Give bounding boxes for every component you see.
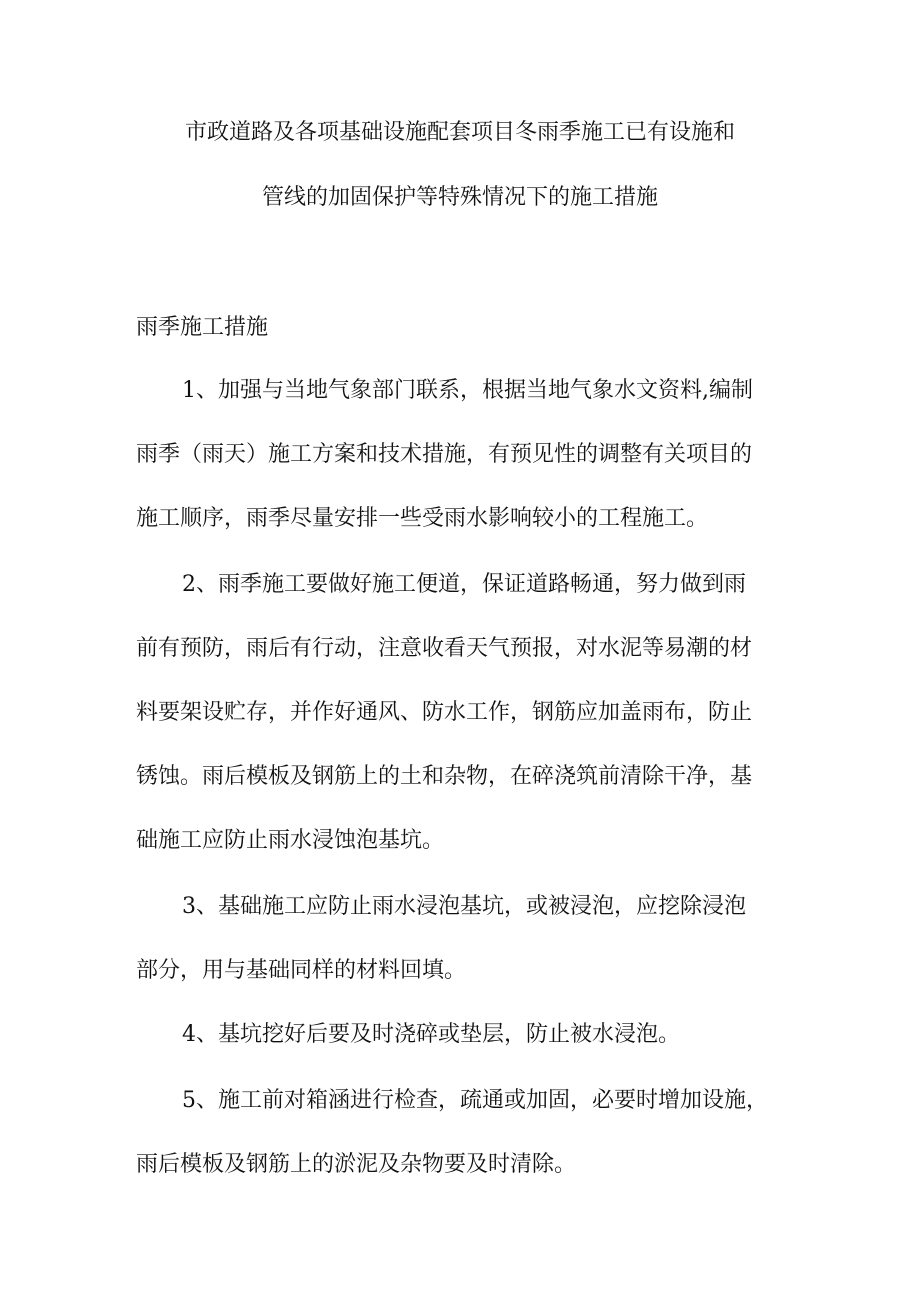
paragraph-4-line-1: 4、基坑挖好后要及时浇碎或垫层，防止被水浸泡。 [182, 1022, 680, 1047]
paragraph-2-line-5: 础施工应防止雨水浸蚀泡基坑。 [136, 828, 445, 853]
paragraph-1-line-1: 1、加强与当地气象部门联系，根据当地气象水文资料,编制 [182, 378, 753, 403]
paragraph-3-line-1: 3、基础施工应防止雨水浸泡基坑，或被浸泡，应挖除浸泡 [182, 894, 746, 919]
paragraph-1-line-2: 雨季（雨天）施工方案和技术措施，有预见性的调整有关项目的 [136, 442, 753, 467]
paragraph-1-line-3: 施工顺序，雨季尽量安排一些受雨水影响较小的工程施工。 [136, 506, 709, 531]
paragraph-5-line-1: 5、施工前对箱涵进行检查，疏通或加固，必要时增加设施， [182, 1088, 768, 1113]
document-title-line-2: 管线的加固保护等特殊情况下的施工措施 [261, 185, 658, 210]
paragraph-3-line-2: 部分，用与基础同样的材料回填。 [136, 958, 467, 983]
paragraph-2-line-2: 前有预防，雨后有行动，注意收看天气预报，对水泥等易潮的材 [136, 636, 753, 661]
paragraph-5-line-2: 雨后模板及钢筋上的淤泥及杂物要及时清除。 [136, 1152, 577, 1177]
document-title-line-1: 市政道路及各项基础设施配套项目冬雨季施工已有设施和 [184, 120, 735, 145]
section-heading: 雨季施工措施 [136, 315, 269, 340]
paragraph-2-line-1: 2、雨季施工要做好施工便道，保证道路畅通，努力做到雨 [182, 572, 746, 597]
paragraph-2-line-3: 料要架设贮存，并作好通风、防水工作，钢筋应加盖雨布，防止 [136, 700, 753, 725]
paragraph-2-line-4: 锈蚀。雨后模板及钢筋上的土和杂物，在碎浇筑前清除干净，基 [136, 764, 753, 789]
